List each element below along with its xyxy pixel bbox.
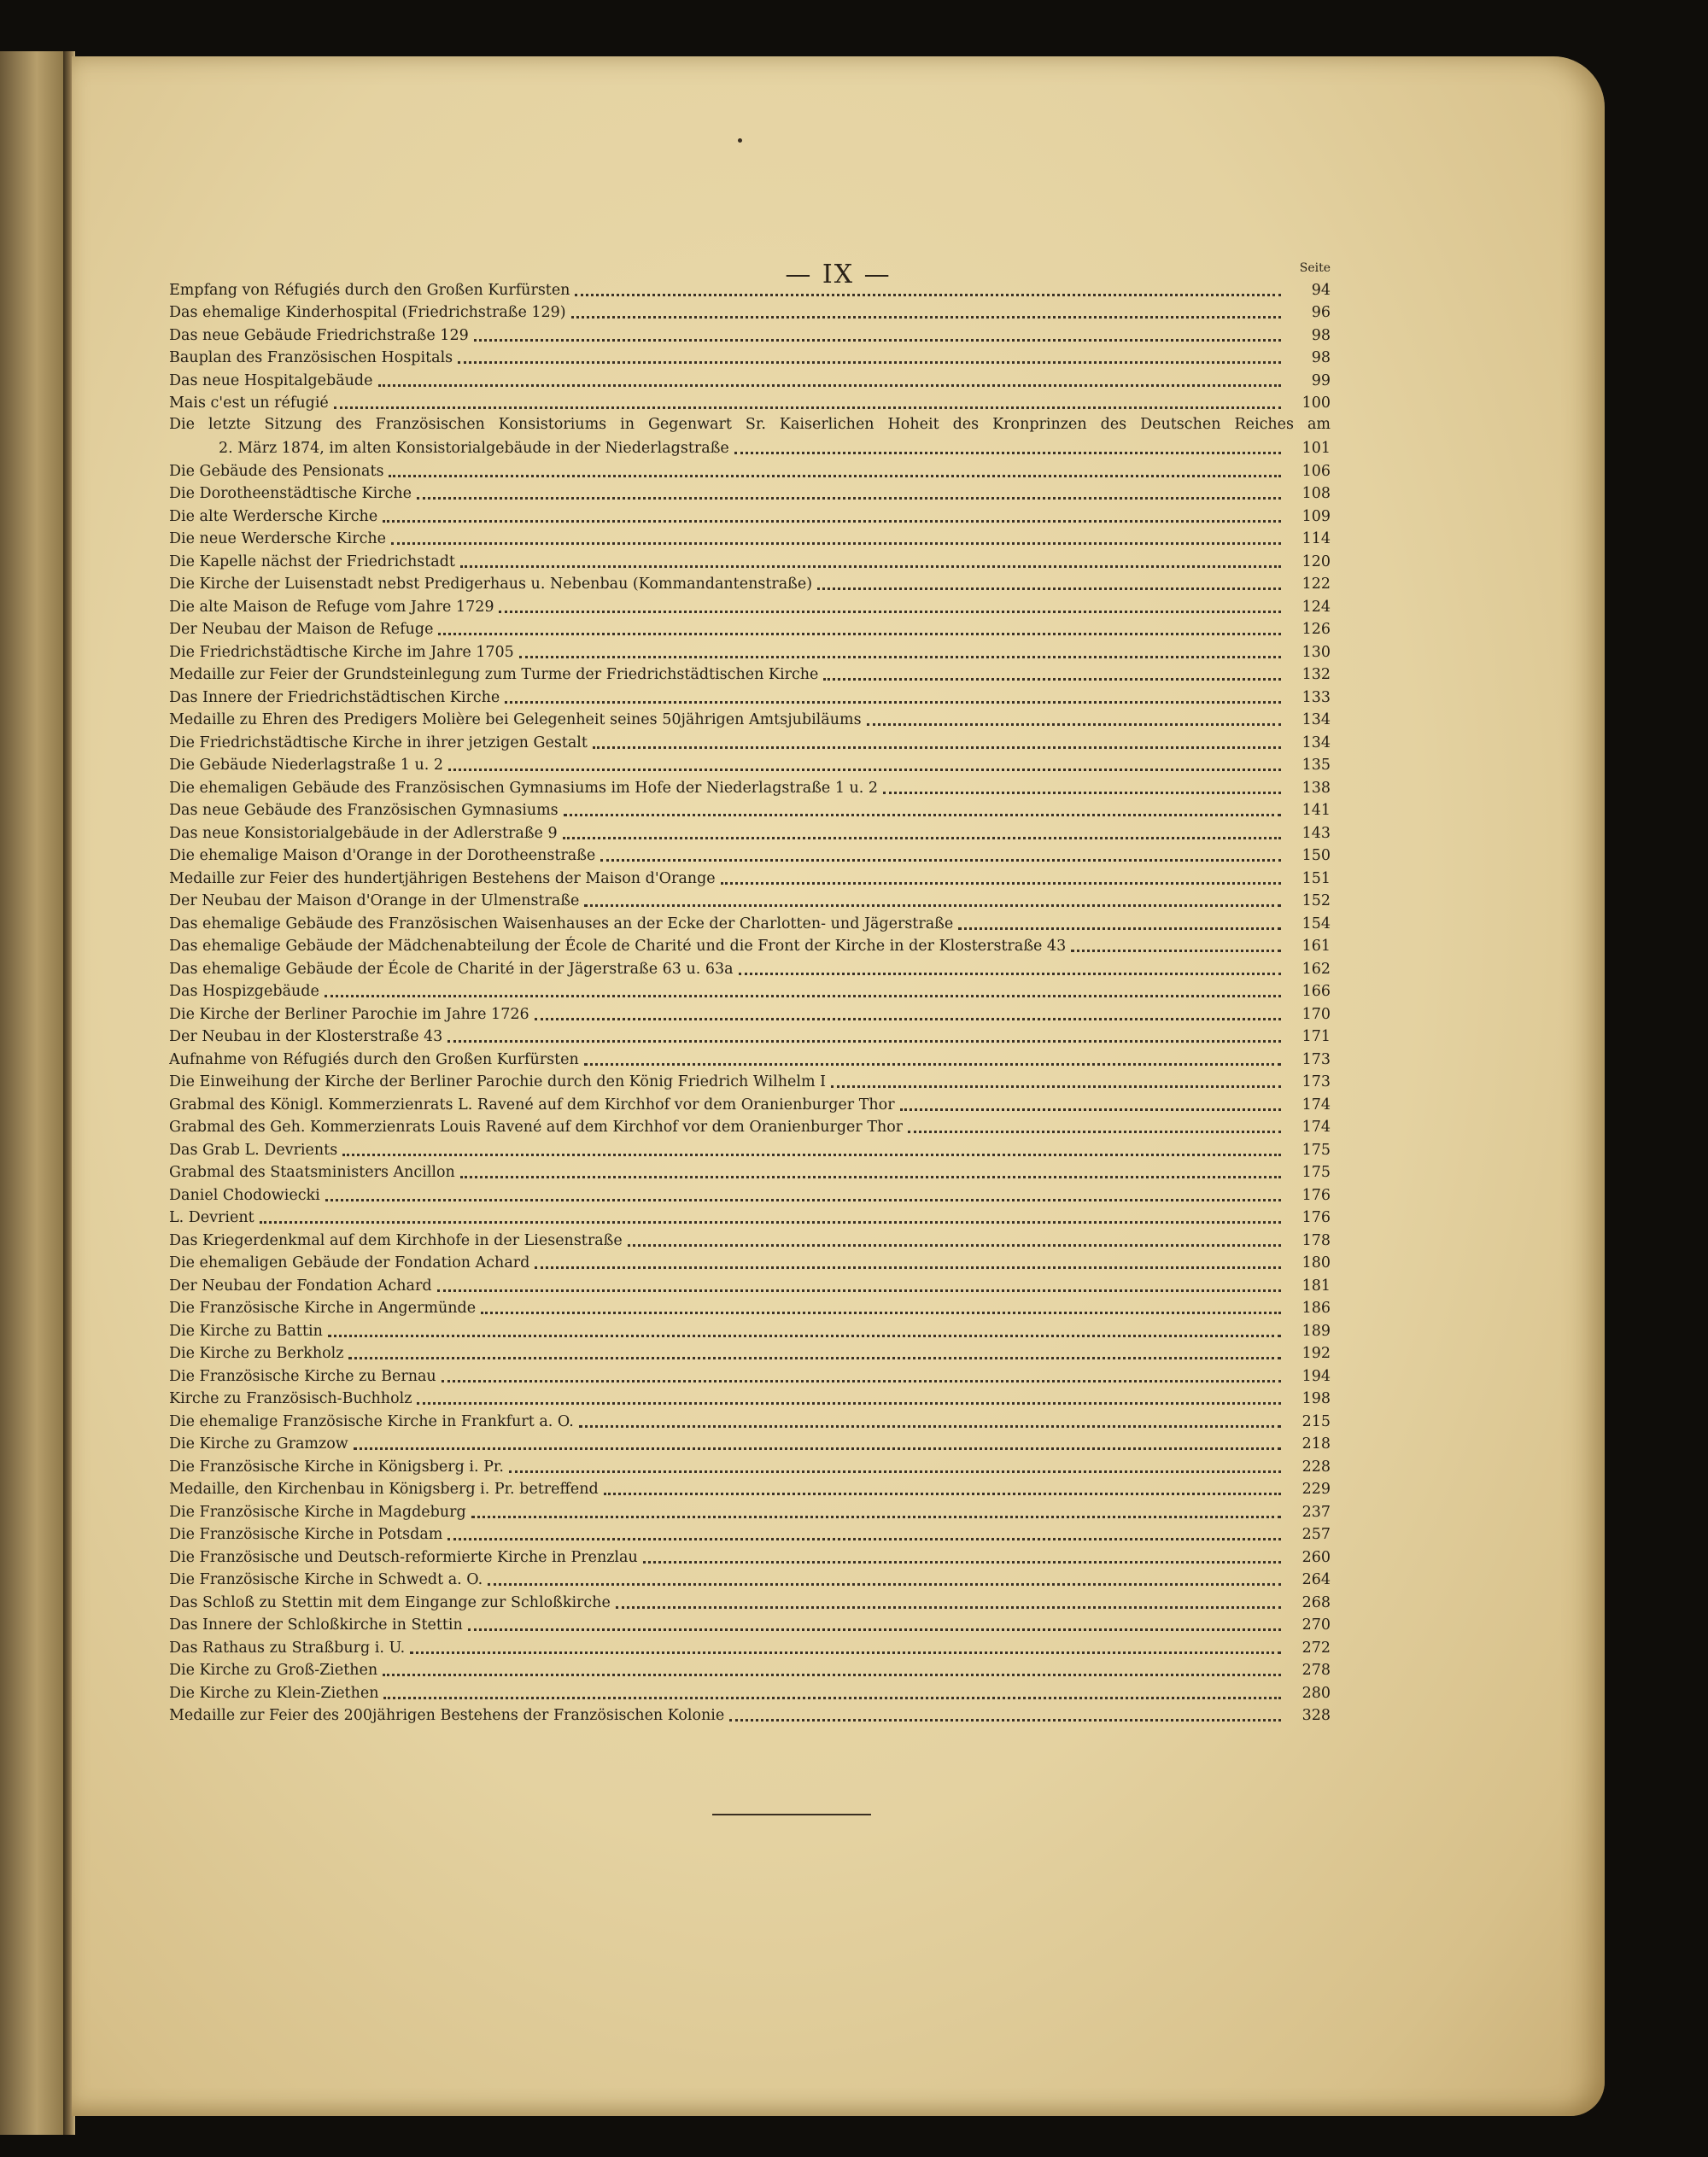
toc-entry-page: 98	[1311, 349, 1331, 366]
toc-entry-page: 143	[1301, 824, 1331, 842]
toc-entry	[169, 1433, 1331, 1456]
leader-dots	[600, 856, 1281, 862]
page-number: — IX —	[785, 260, 892, 289]
toc-entry-page: 122	[1301, 576, 1331, 593]
toc-entry-title: Die Gebäude des Pensionats	[169, 462, 384, 480]
toc-entry	[169, 1138, 1331, 1161]
toc-entry	[169, 1410, 1331, 1433]
leader-dots	[488, 1581, 1281, 1586]
toc-entry-page: 99	[1311, 371, 1331, 389]
toc-entry-page: 154	[1301, 915, 1331, 932]
toc-entry	[169, 935, 1331, 958]
toc-entry-page: 218	[1301, 1435, 1331, 1453]
toc-entry	[169, 1365, 1331, 1388]
leader-dots	[535, 1015, 1281, 1020]
leader-dots	[823, 675, 1281, 681]
toc-entry	[169, 1614, 1331, 1637]
toc-entry	[169, 1207, 1331, 1230]
leader-dots	[342, 1151, 1281, 1156]
leader-dots	[354, 1445, 1281, 1450]
toc-entry-page: 94	[1311, 281, 1331, 299]
leader-dots	[564, 811, 1281, 816]
toc-entry	[169, 709, 1331, 732]
toc-entry	[169, 957, 1331, 980]
toc-entry-page: 176	[1301, 1209, 1331, 1226]
toc-entry-page: 170	[1301, 1005, 1331, 1023]
toc-entry-title: Die Kapelle nächst der Friedrichstadt	[169, 552, 455, 570]
leader-dots	[391, 540, 1281, 545]
toc-entry	[169, 1342, 1331, 1365]
toc-entry-title: Das ehemalige Gebäude des Französischen Waisenhauses an der Ecke der Charlotten- und Jägerstraße	[169, 915, 954, 932]
toc-entry-title: Das Kriegerdenkmal auf dem Kirchhofe in der Liesenstraße	[169, 1231, 623, 1249]
toc-entry-page: 152	[1301, 892, 1331, 909]
toc-entry	[169, 1388, 1331, 1411]
toc-entry	[169, 369, 1331, 392]
toc-entry-page: 328	[1301, 1707, 1331, 1724]
toc-entry-title-continued: 2. März 1874, im alten Konsistorialgebäude in der Niederlagstraße	[219, 440, 729, 457]
toc-entry-title: Der Neubau der Maison de Refuge	[169, 621, 434, 638]
toc-entry-title: Grabmal des Staatsministers Ancillon	[169, 1164, 455, 1181]
leader-dots	[739, 970, 1281, 975]
toc-entry-page: 132	[1301, 666, 1331, 683]
toc-entry-title: Die ehemalige Maison d'Orange in der Dorotheenstraße	[169, 847, 596, 864]
toc-entry-page: 189	[1301, 1322, 1331, 1340]
leader-dots	[604, 1490, 1281, 1495]
toc-entry-title: Die Gebäude Niederlagstraße 1 u. 2	[169, 757, 443, 774]
leader-dots	[509, 1468, 1281, 1473]
leader-dots	[474, 336, 1281, 342]
toc-entry-title: Medaille zu Ehren des Predigers Molière bei Gelegenheit seines 50jährigen Amtsjubiläums	[169, 711, 862, 728]
toc-entry-page: 109	[1301, 507, 1331, 525]
toc-entry	[169, 618, 1331, 641]
leader-dots	[447, 1535, 1281, 1540]
toc-entry-title: Kirche zu Französisch-Buchholz	[169, 1390, 412, 1407]
toc-entry-title: Mais c'est un réfugié	[169, 395, 329, 412]
leader-dots	[721, 880, 1281, 885]
leader-dots	[438, 630, 1281, 635]
toc-entry	[169, 1523, 1331, 1546]
toc-entry	[169, 1591, 1331, 1614]
toc-entry-title: Die letzte Sitzung des Französischen Konsistoriums in Gegenwart Sr. Kaiserlichen Hoheit des Kronprinzen des Deutschen Reiches am	[169, 416, 1331, 433]
toc-entry	[169, 799, 1331, 822]
toc-entry-title: L. Devrient	[169, 1209, 254, 1226]
leader-dots	[883, 789, 1281, 794]
toc-entry	[169, 640, 1331, 663]
toc-entry-title: Die Kirche zu Groß-Ziethen	[169, 1662, 378, 1679]
toc-entry-page: 173	[1301, 1073, 1331, 1090]
toc-entry	[169, 731, 1331, 754]
leader-dots	[471, 1513, 1281, 1518]
left-page-edge	[0, 51, 67, 2135]
toc-entry-page: 229	[1301, 1481, 1331, 1498]
toc-entry-title: Bauplan des Französischen Hospitals	[169, 349, 453, 366]
toc-entry-title: Der Neubau der Fondation Achard	[169, 1277, 432, 1295]
leader-dots	[325, 1196, 1281, 1201]
toc-entry-page: 134	[1301, 734, 1331, 751]
toc-entry	[169, 392, 1331, 415]
toc-entry	[169, 1681, 1331, 1704]
toc-entry-title: Das neue Hospitalgebäude	[169, 371, 373, 389]
toc-entry	[169, 1455, 1331, 1478]
toc-entry-title: Aufnahme von Réfugiés durch den Großen Kurfürsten	[169, 1050, 579, 1068]
toc-entry-title: Die Französische Kirche in Schwedt a. O.	[169, 1571, 483, 1588]
toc-entry-page: 150	[1301, 847, 1331, 864]
toc-entry-title: Das ehemalige Gebäude der École de Charité in der Jägerstraße 63 u. 63a	[169, 960, 734, 978]
leader-dots	[383, 1671, 1281, 1676]
toc-entry	[169, 1161, 1331, 1184]
toc-entry	[169, 550, 1331, 573]
toc-entry-page: 130	[1301, 643, 1331, 661]
leader-dots	[481, 1309, 1281, 1314]
toc-entry	[169, 980, 1331, 1003]
leader-dots	[417, 494, 1281, 500]
toc-entry-page: 198	[1301, 1390, 1331, 1407]
toc-entry-title: Die ehemaligen Gebäude der Fondation Achard	[169, 1254, 530, 1271]
toc-entry-page: 162	[1301, 960, 1331, 978]
table-of-illustrations	[169, 278, 1331, 1727]
toc-entry-title: Die Kirche zu Gramzow	[169, 1435, 348, 1453]
toc-entry-page: 192	[1301, 1345, 1331, 1362]
toc-entry	[169, 1252, 1331, 1275]
toc-entry-page: 126	[1301, 621, 1331, 638]
leader-dots	[328, 1332, 1281, 1337]
toc-entry	[169, 1319, 1331, 1342]
toc-entry	[169, 1297, 1331, 1320]
toc-entry	[169, 1704, 1331, 1727]
toc-entry	[169, 1116, 1331, 1139]
toc-entry-page: 135	[1301, 757, 1331, 774]
toc-entry-page: 194	[1301, 1367, 1331, 1385]
toc-entry	[169, 482, 1331, 506]
leader-dots	[628, 1242, 1281, 1247]
leader-dots	[729, 1716, 1281, 1722]
toc-entry-title: Medaille, den Kirchenbau in Königsberg i. Pr. betreffend	[169, 1481, 599, 1498]
toc-entry-page: 237	[1301, 1503, 1331, 1521]
toc-entry-title: Die Friedrichstädtische Kirche in ihrer jetzigen Gestalt	[169, 734, 588, 751]
leader-dots	[325, 992, 1281, 997]
leader-dots	[958, 925, 1281, 930]
leader-dots	[378, 382, 1282, 387]
page-column-header: Seite	[1299, 261, 1331, 275]
toc-entry	[169, 1659, 1331, 1682]
toc-entry-page: 176	[1301, 1186, 1331, 1204]
leader-dots	[519, 653, 1281, 658]
toc-entry-page: 270	[1301, 1616, 1331, 1634]
toc-entry-title: Die Einweihung der Kirche der Berliner Parochie durch den König Friedrich Wilhelm I	[169, 1073, 827, 1090]
toc-entry-page: 166	[1301, 983, 1331, 1000]
leader-dots	[260, 1219, 1281, 1224]
leader-dots	[505, 699, 1281, 704]
toc-entry-page: 215	[1301, 1412, 1331, 1430]
leader-dots	[831, 1083, 1281, 1088]
leader-dots	[817, 585, 1281, 590]
toc-entry-page: 134	[1301, 711, 1331, 728]
toc-entry-title: Medaille zur Feier des 200jährigen Bestehens der Französischen Kolonie	[169, 1707, 725, 1724]
leader-dots	[448, 766, 1281, 771]
toc-entry-title: Die Kirche der Berliner Parochie im Jahre 1726	[169, 1005, 529, 1023]
toc-entry-title: Das Innere der Friedrichstädtischen Kirche	[169, 688, 500, 706]
toc-entry	[169, 1071, 1331, 1094]
toc-entry-title: Medaille zur Feier der Grundsteinlegung zum Turme der Friedrichstädtischen Kirche	[169, 666, 819, 683]
toc-entry-title: Das neue Konsistorialgebäude in der Adlerstraße 9	[169, 824, 558, 842]
leader-dots	[867, 721, 1281, 726]
toc-entry-title: Die neue Werdersche Kirche	[169, 530, 387, 547]
leader-dots	[460, 563, 1281, 568]
toc-entry-title: Die Kirche zu Battin	[169, 1322, 323, 1340]
toc-entry	[169, 1569, 1331, 1592]
leader-dots	[417, 1400, 1281, 1405]
toc-entry-title: Die alte Maison de Refuge vom Jahre 1729	[169, 598, 494, 616]
toc-entry	[169, 912, 1331, 935]
toc-entry-title: Die Französische Kirche in Magdeburg	[169, 1503, 466, 1521]
toc-entry-title: Das Grab L. Devrients	[169, 1141, 338, 1159]
leader-dots	[389, 472, 1281, 477]
leader-dots	[900, 1106, 1281, 1111]
toc-entry-title: Das Rathaus zu Straßburg i. U.	[169, 1639, 406, 1657]
toc-entry-page: 141	[1301, 802, 1331, 819]
toc-entry	[169, 1093, 1331, 1116]
toc-entry-title: Die Französische Kirche in Angermünde	[169, 1300, 477, 1317]
leader-dots	[734, 449, 1281, 454]
toc-entry	[169, 347, 1331, 370]
toc-entry	[169, 301, 1331, 324]
toc-entry-page: 175	[1301, 1141, 1331, 1159]
leader-dots	[334, 404, 1281, 409]
toc-entry-title: Die ehemalige Französische Kirche in Frankfurt a. O.	[169, 1412, 574, 1430]
toc-entry-title: Das neue Gebäude Friedrichstraße 129	[169, 326, 469, 344]
toc-entry-title: Der Neubau in der Klosterstraße 43	[169, 1028, 443, 1045]
toc-entry-title: Daniel Chodowiecki	[169, 1186, 320, 1204]
toc-entry	[169, 573, 1331, 596]
toc-entry-page: 175	[1301, 1164, 1331, 1181]
leader-dots	[593, 744, 1281, 749]
toc-entry	[169, 1229, 1331, 1252]
leader-dots	[908, 1128, 1281, 1133]
toc-entry-page: 96	[1311, 304, 1331, 321]
toc-entry-page: 264	[1301, 1571, 1331, 1588]
toc-entry	[169, 1478, 1331, 1501]
toc-entry-page: 138	[1301, 779, 1331, 797]
toc-entry-page: 260	[1301, 1548, 1331, 1566]
toc-entry	[169, 595, 1331, 618]
toc-entry	[169, 1048, 1331, 1071]
toc-entry	[169, 776, 1331, 799]
leader-dots	[616, 1604, 1281, 1609]
leader-dots	[383, 1694, 1281, 1699]
toc-entry-title: Die Französische Kirche in Königsberg i. Pr.	[169, 1458, 504, 1476]
toc-entry	[169, 1636, 1331, 1659]
toc-entry-page: 133	[1301, 688, 1331, 706]
toc-entry-page: 100	[1301, 395, 1331, 412]
toc-entry-page: 173	[1301, 1050, 1331, 1068]
toc-entry-title: Die Kirche der Luisenstadt nebst Predigerhaus u. Nebenbau (Kommandantenstraße)	[169, 576, 813, 593]
toc-entry-title: Grabmal des Königl. Kommerzienrats L. Ravené auf dem Kirchhof vor dem Oranienburger Thor	[169, 1096, 895, 1114]
leader-dots	[447, 1038, 1281, 1043]
toc-entry-title: Empfang von Réfugiés durch den Großen Kurfürsten	[169, 281, 570, 299]
toc-entry	[169, 867, 1331, 890]
toc-entry-page: 272	[1301, 1639, 1331, 1657]
leader-dots	[460, 1173, 1281, 1178]
toc-entry	[169, 845, 1331, 868]
toc-entry	[169, 1274, 1331, 1297]
toc-entry	[169, 528, 1331, 551]
toc-entry-title: Grabmal des Geh. Kommerzienrats Louis Ravené auf dem Kirchhof vor dem Oranienburger Thor	[169, 1119, 904, 1136]
toc-entry-page: 228	[1301, 1458, 1331, 1476]
leader-dots	[442, 1377, 1281, 1382]
toc-entry-title: Die ehemaligen Gebäude des Französischen Gymnasiums im Hofe der Niederlagstraße 1 u. 2	[169, 779, 879, 797]
toc-entry	[169, 505, 1331, 528]
toc-entry	[169, 1500, 1331, 1523]
toc-entry-title: Das neue Gebäude des Französischen Gymnasiums	[169, 802, 559, 819]
leader-dots	[437, 1287, 1281, 1292]
toc-entry-title: Die Kirche zu Klein-Ziethen	[169, 1684, 379, 1702]
leader-dots	[563, 834, 1281, 839]
toc-entry-page: 181	[1301, 1277, 1331, 1295]
leader-dots	[468, 1626, 1281, 1631]
leader-dots	[499, 608, 1281, 613]
toc-entry-page: 171	[1301, 1028, 1331, 1045]
toc-entry-page: 186	[1301, 1300, 1331, 1317]
toc-entry	[169, 1003, 1331, 1026]
toc-entry-page: 178	[1301, 1231, 1331, 1249]
toc-entry-title: Die Kirche zu Berkholz	[169, 1345, 344, 1362]
toc-entry-title: Das Hospizgebäude	[169, 983, 319, 1000]
toc-entry-page: 257	[1301, 1526, 1331, 1543]
toc-entry-title: Medaille zur Feier des hundertjährigen Bestehens der Maison d'Orange	[169, 869, 716, 887]
leader-dots	[584, 1061, 1281, 1066]
toc-entry-title: Die Französische Kirche zu Bernau	[169, 1367, 436, 1385]
toc-entry	[169, 278, 1331, 301]
leader-dots	[458, 359, 1281, 364]
toc-entry-title: Die Friedrichstädtische Kirche im Jahre 1705	[169, 643, 514, 661]
toc-entry	[169, 459, 1331, 482]
toc-entry	[169, 1184, 1331, 1207]
leader-dots	[571, 313, 1281, 319]
toc-entry-title: Der Neubau der Maison d'Orange in der Ulmenstraße	[169, 892, 580, 909]
toc-entry	[169, 324, 1331, 347]
toc-entry-page: 98	[1311, 326, 1331, 344]
toc-entry-page: 280	[1301, 1684, 1331, 1702]
toc-entry	[169, 754, 1331, 777]
toc-entry-page: 161	[1301, 938, 1331, 955]
leader-dots	[1071, 947, 1281, 952]
leader-dots	[579, 1423, 1281, 1428]
toc-entry-title: Das Schloß zu Stettin mit dem Eingange zur Schloßkirche	[169, 1593, 611, 1611]
toc-entry-page: 278	[1301, 1662, 1331, 1679]
leader-dots	[348, 1354, 1281, 1359]
toc-entry	[169, 1026, 1331, 1049]
toc-entry	[169, 414, 1331, 459]
toc-entry	[169, 821, 1331, 845]
toc-entry-title: Das ehemalige Gebäude der Mädchenabteilung der École de Charité und die Front der Kirche in der Klosterstraße 43	[169, 938, 1067, 955]
toc-entry	[169, 1546, 1331, 1569]
toc-entry-page: 174	[1301, 1096, 1331, 1114]
toc-entry-title: Die Französische Kirche in Potsdam	[169, 1526, 443, 1543]
toc-entry	[169, 686, 1331, 709]
paper-speck	[738, 138, 742, 143]
toc-entry-title: Das ehemalige Kinderhospital (Friedrichstraße 129)	[169, 304, 566, 321]
toc-entry-page: 114	[1301, 530, 1331, 547]
leader-dots	[643, 1558, 1281, 1564]
toc-entry-page: 101	[1301, 440, 1331, 457]
leader-dots	[383, 517, 1281, 523]
toc-entry-page: 124	[1301, 598, 1331, 616]
toc-entry	[169, 663, 1331, 687]
toc-entry-page: 151	[1301, 869, 1331, 887]
leader-dots	[575, 291, 1281, 296]
toc-entry-page: 268	[1301, 1593, 1331, 1611]
toc-entry	[169, 890, 1331, 913]
toc-entry-page: 174	[1301, 1119, 1331, 1136]
end-rule	[712, 1814, 871, 1815]
toc-entry-title: Die Dorotheenstädtische Kirche	[169, 485, 412, 502]
leader-dots	[535, 1264, 1281, 1269]
toc-entry-title: Die Französische und Deutsch-reformierte Kirche in Prenzlau	[169, 1548, 638, 1566]
toc-entry-page: 108	[1301, 485, 1331, 502]
leader-dots	[584, 902, 1281, 907]
toc-entry-page: 120	[1301, 552, 1331, 570]
toc-entry-page: 106	[1301, 462, 1331, 480]
toc-entry-page: 180	[1301, 1254, 1331, 1271]
toc-entry-title: Die alte Werdersche Kirche	[169, 507, 378, 525]
toc-entry-title: Das Innere der Schloßkirche in Stettin	[169, 1616, 463, 1634]
leader-dots	[410, 1649, 1281, 1654]
